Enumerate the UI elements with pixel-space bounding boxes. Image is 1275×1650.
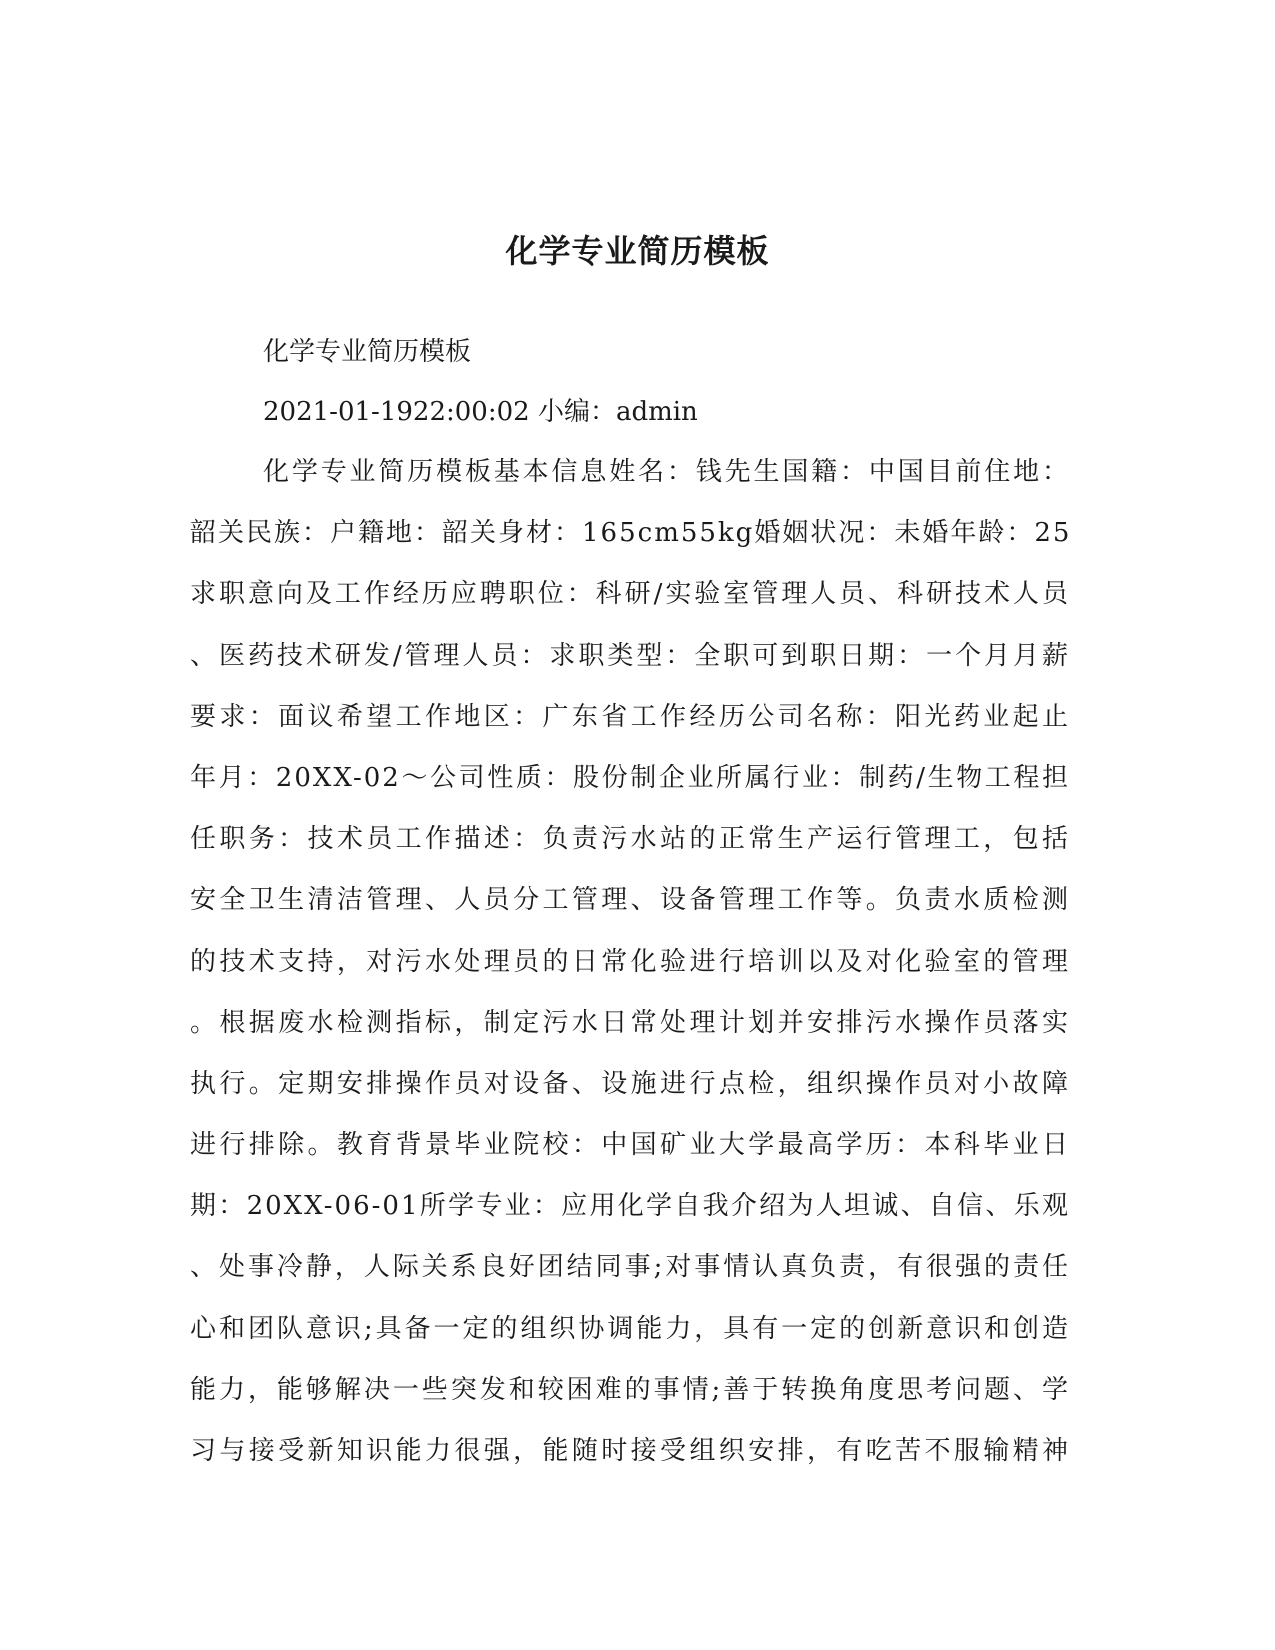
body-line: 的技术支持，对污水处理员的日常化验进行培训以及对化验室的管理 [190, 946, 1070, 977]
body-line: 、处事冷静，人际关系良好团结同事;对事情认真负责，有很强的责任 [190, 1252, 1070, 1283]
body-line: 执行。定期安排操作员对设备、设施进行点检，组织操作员对小故障 [190, 1068, 1070, 1099]
body-line: 年月：20XX-02～公司性质：股份制企业所属行业：制药/生物工程担 [190, 762, 1070, 793]
body-line: 韶关民族：户籍地：韶关身材：165cm55kg婚姻状况：未婚年龄：25 [190, 518, 1072, 549]
body-line: 安全卫生清洁管理、人员分工管理、设备管理工作等。负责水质检测 [190, 885, 1070, 916]
body-line: 期：20XX-06-01所学专业：应用化学自我介绍为人坦诚、自信、乐观 [190, 1191, 1070, 1222]
body-line: 习与接受新知识能力很强，能随时接受组织安排，有吃苦不服输精神 [190, 1436, 1070, 1466]
body-line: 心和团队意识;具备一定的组织协调能力，具有一定的创新意识和创造 [190, 1313, 1070, 1344]
body-line: 。根据废水检测指标，制定污水日常处理计划并安排污水操作员落实 [190, 1007, 1070, 1038]
body-line: 任职务：技术员工作描述：负责污水站的正常生产运行管理工，包括 [190, 824, 1070, 855]
body-line: 进行排除。教育背景毕业院校：中国矿业大学最高学历：本科毕业日 [190, 1130, 1070, 1161]
document-subtitle: 化学专业简历模板 [263, 337, 472, 367]
body-line: 要求：面议希望工作地区：广东省工作经历公司名称：阳光药业起止 [190, 701, 1070, 732]
body-paragraph [190, 442, 1070, 1482]
body-line: 能力，能够解决一些突发和较困难的事情;善于转换角度思考问题、学 [190, 1374, 1070, 1405]
publish-info: 2021-01-1922:00:02 小编：admin [263, 397, 698, 427]
body-line: 、医药技术研发/管理人员：求职类型：全职可到职日期：一个月月薪 [190, 640, 1070, 671]
body-line: 化学专业简历模板基本信息姓名：钱先生国籍：中国目前住地： [263, 457, 1070, 487]
body-line: 求职意向及工作经历应聘职位：科研/实验室管理人员、科研技术人员 [190, 579, 1070, 610]
document-content [190, 322, 1070, 1482]
document-title: 化学专业简历模板 [505, 232, 770, 271]
